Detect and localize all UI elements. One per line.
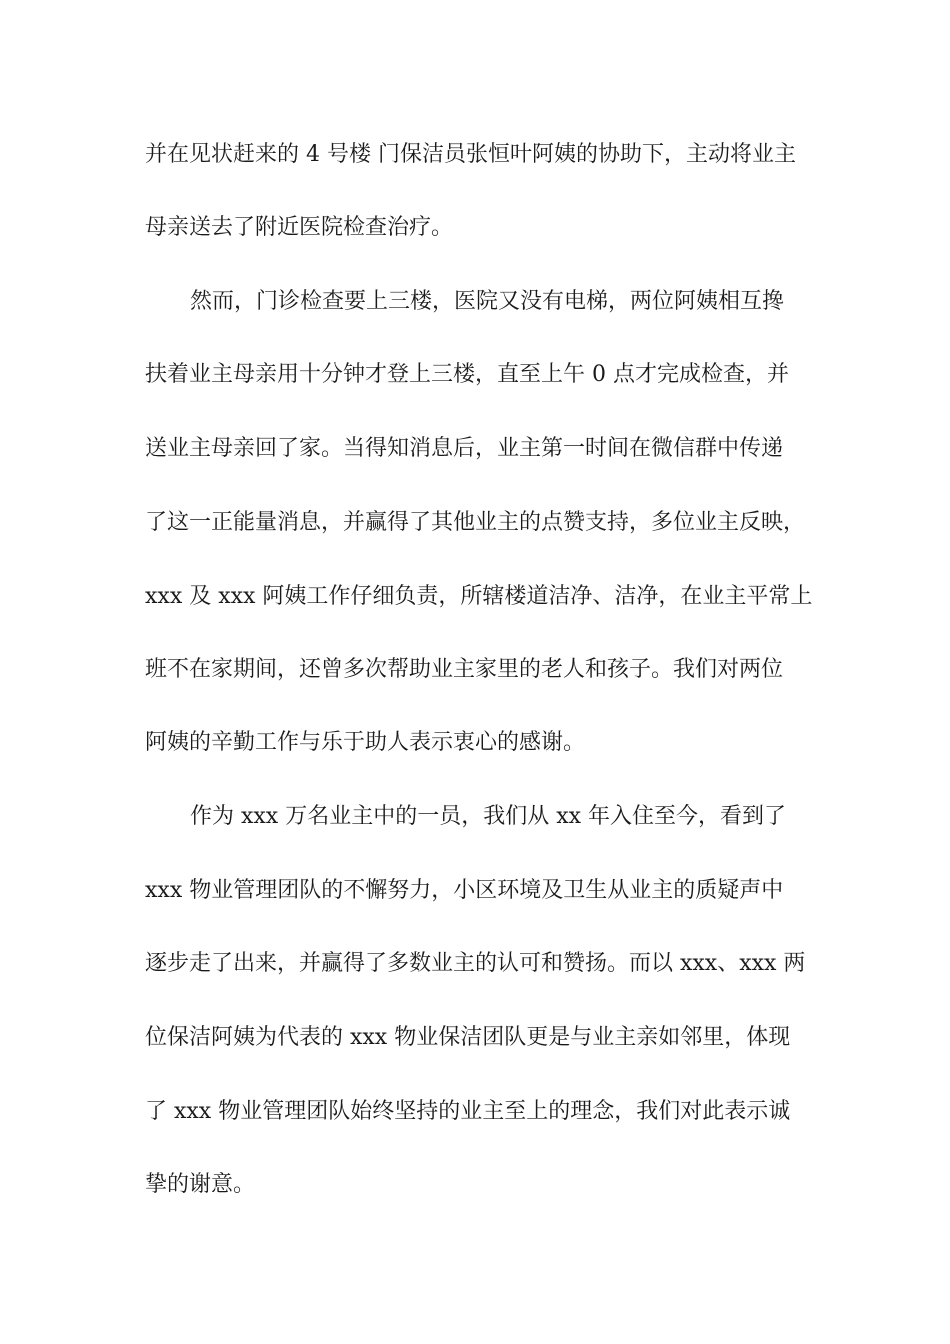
text-line-6: 了这一正能量消息，并赢得了其他业主的点赞支持，多位业主反映， — [145, 510, 806, 535]
text-line-1: 并在见状赶来的 4 号楼 门保洁员张恒叶阿姨的协助下，主动将业主 — [145, 142, 796, 167]
text-line-9: 阿姨的辛勤工作与乐于助人表示衷心的感谢。 — [145, 730, 586, 755]
text-line-13: 位保洁阿姨为代表的 xxx 物业保洁团队更是与业主亲如邻里，体现 — [145, 1025, 791, 1050]
text-line-14: 了 xxx 物业管理团队始终坚持的业主至上的理念，我们对此表示诚 — [145, 1099, 791, 1124]
text-line-10: 作为 xxx 万名业主中的一员，我们从 xx 年入住至今，看到了 — [190, 804, 787, 829]
text-line-5: 送业主母亲回了家。当得知消息后，业主第一时间在微信群中传递 — [145, 436, 784, 461]
text-line-11: xxx 物业管理团队的不懈努力，小区环境及卫生从业主的质疑声中 — [145, 878, 784, 903]
text-line-4: 扶着业主母亲用十分钟才登上三楼，直至上午 0 点才完成检查，并 — [145, 362, 789, 387]
text-line-3: 然而，门诊检查要上三楼，医院又没有电梯，两位阿姨相互搀 — [190, 289, 785, 314]
text-line-8: 班不在家期间，还曾多次帮助业主家里的老人和孩子。我们对两位 — [145, 657, 784, 682]
text-line-7: xxx 及 xxx 阿姨工作仔细负责，所辖楼道洁净、洁净，在业主平常上 — [145, 584, 813, 609]
text-line-15: 挚的谢意。 — [145, 1172, 256, 1197]
text-line-2: 母亲送去了附近医院检查治疗。 — [145, 215, 454, 240]
text-line-12: 逐步走了出来，并赢得了多数业主的认可和赞扬。而以 xxx、xxx 两 — [145, 951, 806, 976]
